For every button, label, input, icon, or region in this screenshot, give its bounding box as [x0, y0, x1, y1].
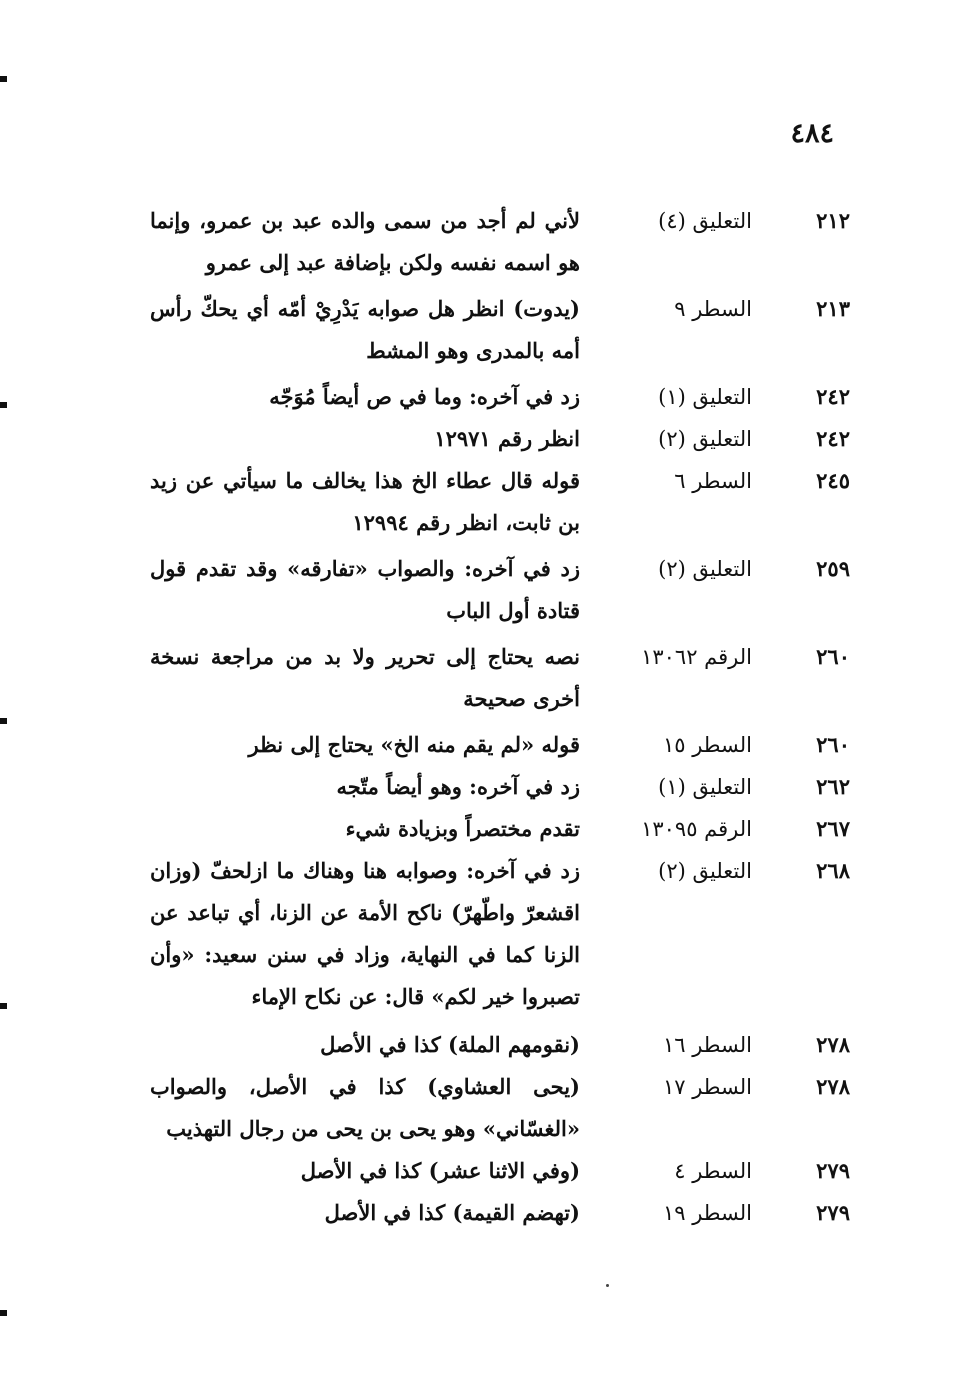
- errata-row: [150, 808, 850, 850]
- location-reference: الرقم ١٣٠٩٥: [641, 817, 752, 841]
- correction-note: نصه يحتاج إلى تحرير ولا بد من مراجعة نسخة أخرى صحيحة: [150, 644, 580, 711]
- correction-note: (تهضم القيمة) كذا في الأصل: [324, 1200, 580, 1225]
- page-reference: ٢٤٢: [816, 426, 850, 451]
- location-reference: التعليق (٢): [658, 859, 752, 883]
- errata-row: [150, 1024, 850, 1066]
- location-reference: التعليق (٢): [658, 427, 752, 451]
- page-reference: ٢٦٧: [816, 816, 850, 841]
- correction-note: زد في آخره: والصواب «تفارقه» وقد تقدم قول قتادة أول الباب: [150, 556, 580, 623]
- errata-row: [150, 724, 850, 766]
- errata-row: [150, 288, 850, 372]
- errata-row: [150, 418, 850, 460]
- page-reference: ٢٧٩: [816, 1158, 850, 1183]
- location-reference: التعليق (١): [658, 775, 752, 799]
- page-reference: ٢٦٠: [816, 644, 850, 669]
- correction-note: تقدم مختصراً وبزيادة شيء: [345, 816, 580, 841]
- correction-note: زد في آخره: وما في ص أيضاً مُوَجّه: [269, 384, 580, 409]
- page-number: ٤٨٤: [790, 118, 834, 149]
- correction-note: (نقومهم الملة) كذا في الأصل: [320, 1032, 580, 1057]
- location-reference: السطر ١٩: [662, 1201, 752, 1225]
- location-reference: السطر ٩: [674, 297, 752, 321]
- location-reference: التعليق (٤): [658, 209, 752, 233]
- location-reference: التعليق (٢): [658, 557, 752, 581]
- correction-note: (يدوت) انظر هل صوابه يَدْرِيْ أمّه أي يحكّ رأس أمه بالمدرى وهو المشط: [150, 296, 580, 363]
- correction-note: قوله «لم يقم منه الخ» يحتاج إلى نظر: [248, 732, 580, 757]
- page-reference: ٢٤٥: [816, 468, 850, 493]
- errata-row: [150, 548, 850, 632]
- page-reference: ٢١٢: [816, 208, 850, 233]
- location-reference: السطر ٦: [674, 469, 752, 493]
- correction-note: قوله قال عطاء الخ هذا يخالف ما سيأتي عن زيد بن ثابت، انظر رقم ١٢٩٩٤: [150, 468, 580, 535]
- location-reference: السطر ١٥: [662, 733, 752, 757]
- page-reference: ٢٤٢: [816, 384, 850, 409]
- errata-row: [150, 850, 850, 1018]
- location-reference: التعليق (١): [658, 385, 752, 409]
- correction-note: (يحى العشاوي) كذا في الأصل، والصواب «الغسّاني» وهو يحى بن يحى من رجال التهذيب: [150, 1074, 580, 1141]
- location-reference: السطر ١٦: [662, 1033, 752, 1057]
- binding-mark: [0, 76, 7, 82]
- location-reference: السطر ١٧: [662, 1075, 752, 1099]
- page-reference: ٢٧٩: [816, 1200, 850, 1225]
- page-reference: ٢٧٨: [816, 1074, 850, 1099]
- page-reference: ٢٦٨: [816, 858, 850, 883]
- correction-note: زد في آخره: وصوابه هنا وهناك ما ازلحفّ (وزان اقشعرّ واطّهرّ) ناكح الأمة عن الزنا، أي تباعد عن الزنا كما في النهاية، وزاد في سنن سعيد: «وأن تصبروا خير لكم» قال: عن نكاح الإماء: [150, 858, 580, 1009]
- errata-table: [150, 200, 850, 1234]
- errata-row: [150, 460, 850, 544]
- page-reference: ٢٧٨: [816, 1032, 850, 1057]
- page-reference: ٢٥٩: [816, 556, 850, 581]
- correction-note: لأني لم أجد من سمى والده عبد بن عمرو، وإنما هو اسمه نفسه ولكن بإضافة عبد إلى عمرو: [150, 208, 580, 275]
- binding-mark: [0, 1310, 7, 1316]
- errata-row: [150, 200, 850, 284]
- page-reference: ٢٦٢: [816, 774, 850, 799]
- correction-note: (وفي الاثنا عشر) كذا في الأصل: [300, 1158, 580, 1183]
- location-reference: الرقم ١٣٠٦٢: [641, 645, 752, 669]
- errata-row: [150, 376, 850, 418]
- page-reference: ٢٦٠: [816, 732, 850, 757]
- binding-mark: [0, 718, 7, 724]
- errata-row: [150, 1192, 850, 1234]
- errata-row: [150, 636, 850, 720]
- binding-mark: [0, 1003, 7, 1009]
- correction-note: زد في آخره: وهو أيضاً متّجه: [336, 774, 580, 799]
- errata-row: [150, 1150, 850, 1192]
- errata-row: [150, 1066, 850, 1150]
- correction-note: انظر رقم ١٢٩٧١: [434, 426, 580, 451]
- page-reference: ٢١٣: [816, 296, 850, 321]
- location-reference: السطر ٤: [674, 1159, 752, 1183]
- errata-row: [150, 766, 850, 808]
- scan-speck: [606, 1284, 609, 1287]
- binding-mark: [0, 402, 7, 408]
